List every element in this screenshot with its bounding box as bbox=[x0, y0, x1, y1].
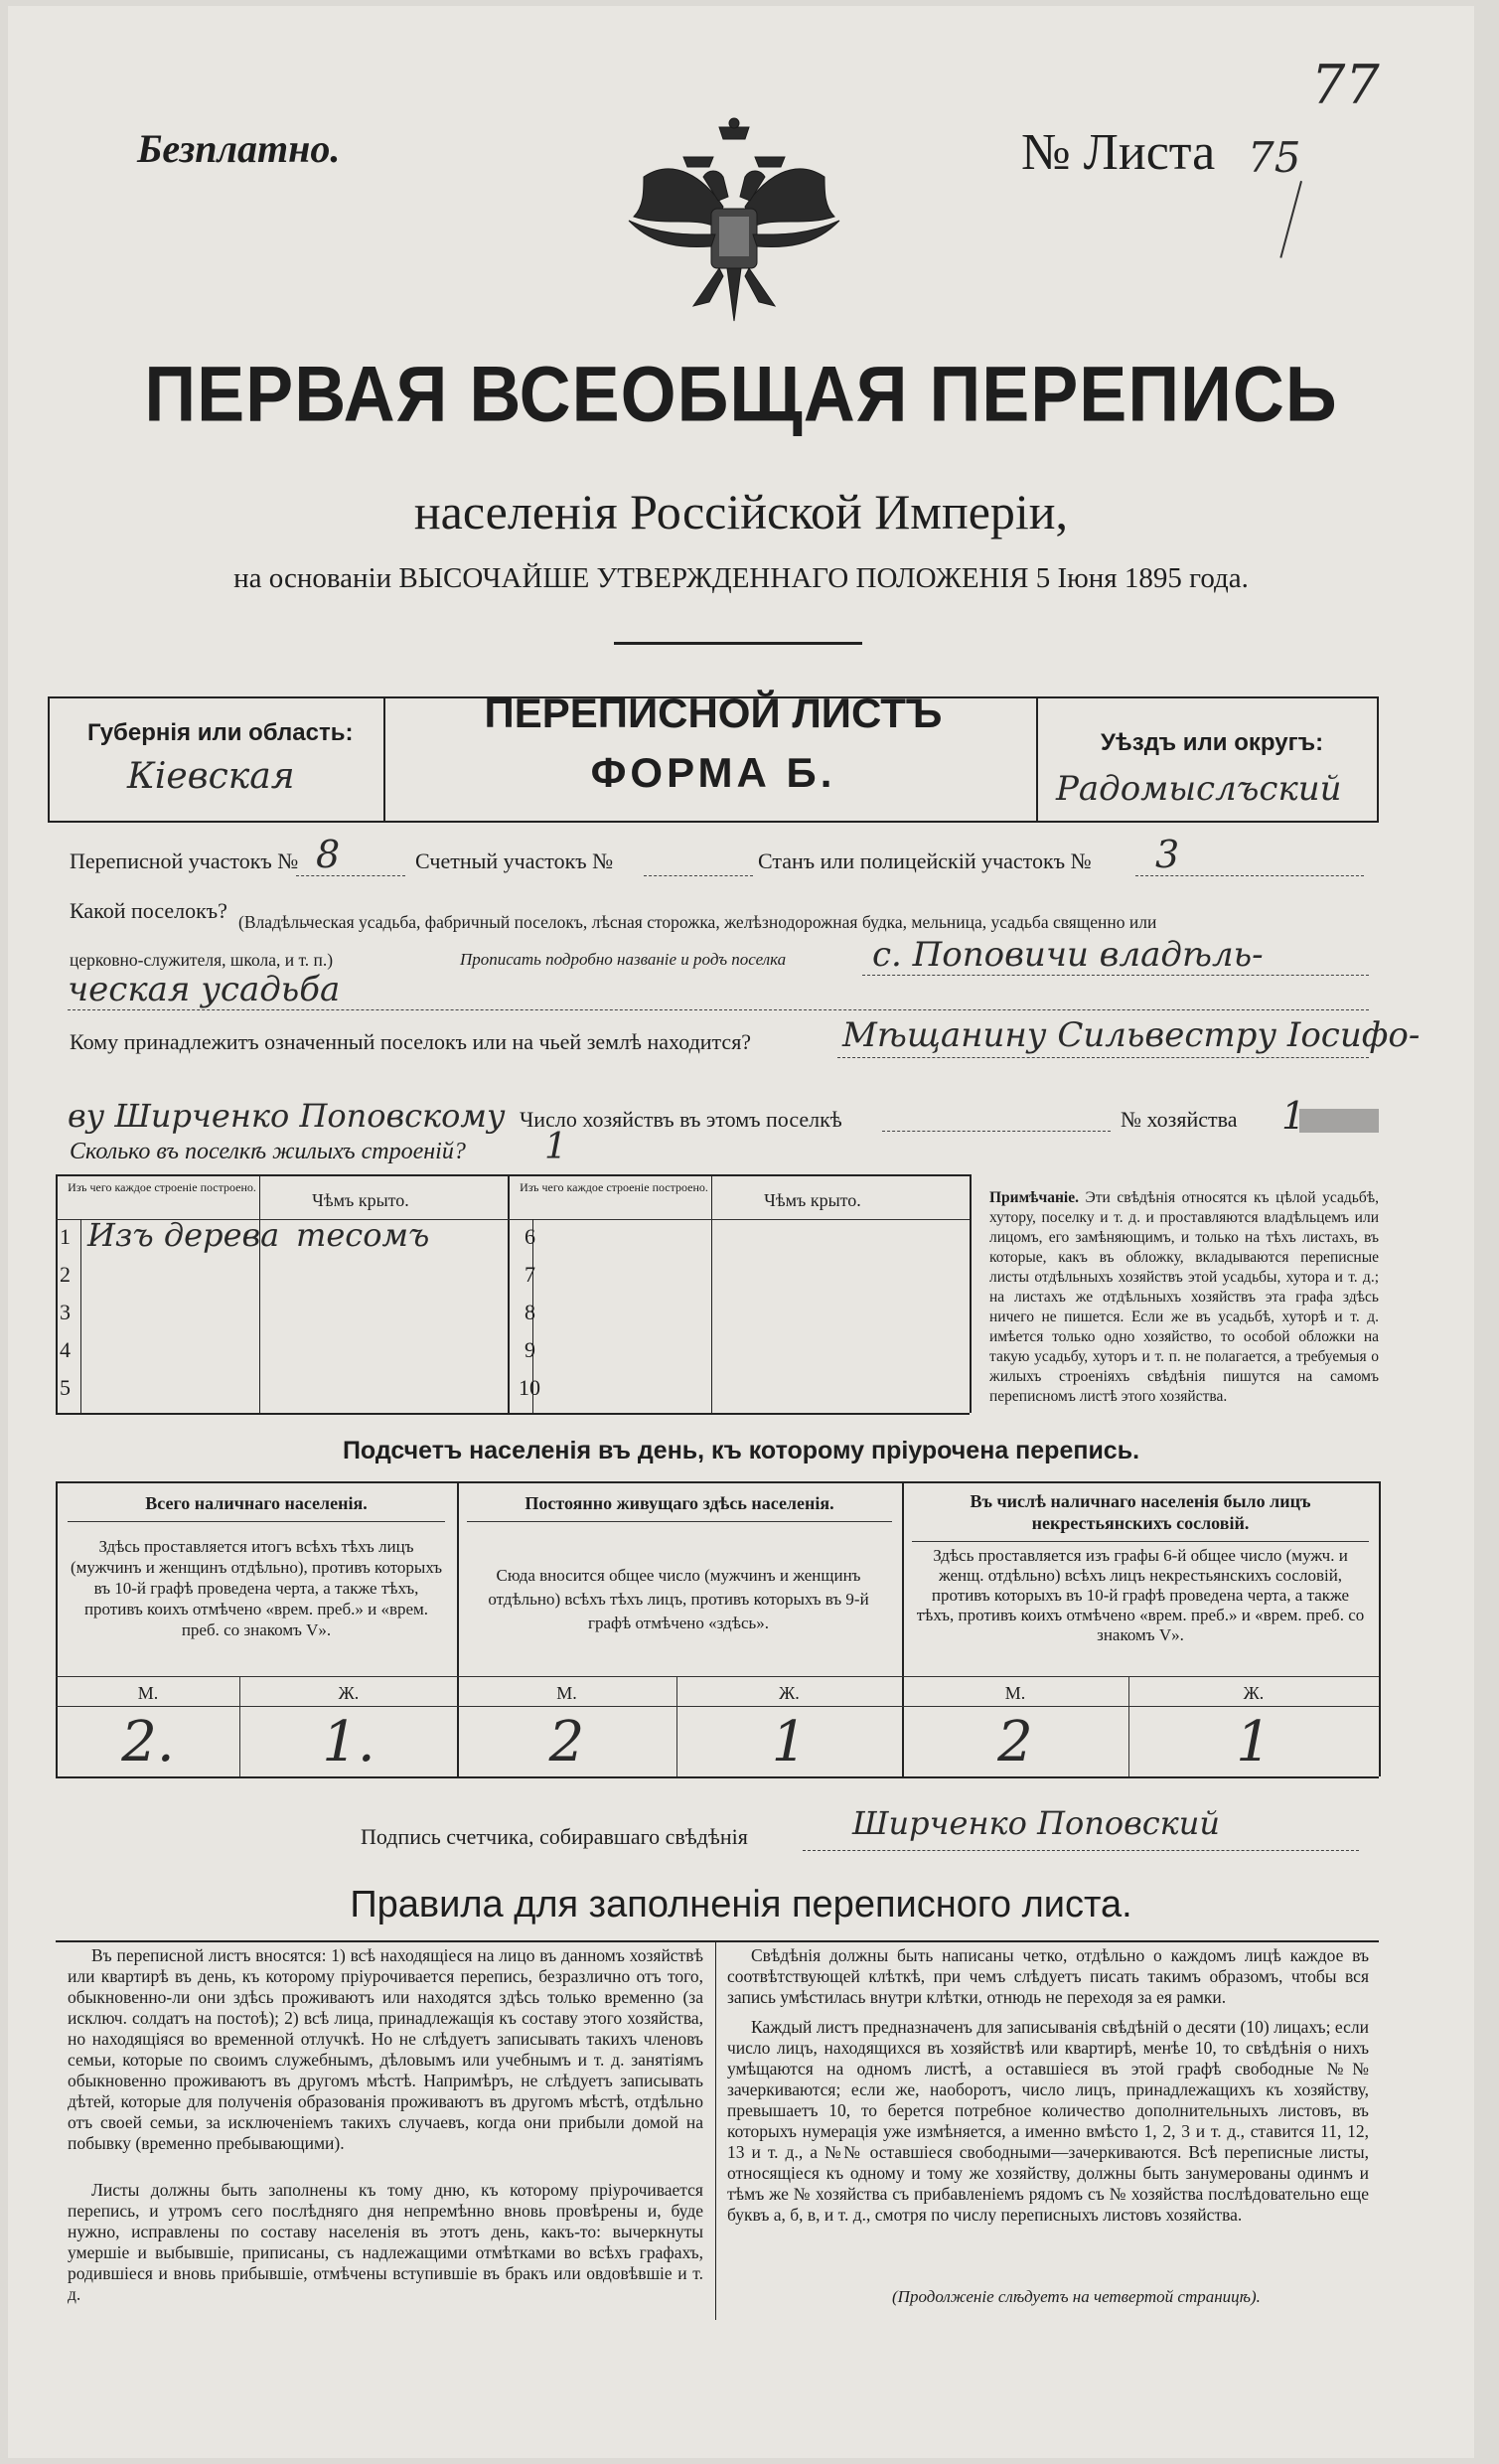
rules-right-p1: Свѣдѣнія должны быть написаны четко, отдѣльно о каждомъ лицѣ каждое въ соотвѣтствующей клѣткѣ, при чемъ слѣдуетъ писать такимъ образомъ, чтобы вся запись умѣстилась внутри клѣтки, отнюдь не переходя за ея рамки. bbox=[727, 1945, 1369, 2007]
population-heading: Подсчетъ населенія въ день, къ которому пріурочена перепись. bbox=[342, 1437, 1140, 1464]
noncrest-m-value[interactable]: 2 bbox=[997, 1710, 1033, 1774]
corner-number: 77 bbox=[1311, 54, 1380, 116]
uezd-value[interactable]: Радомыслъский bbox=[1056, 769, 1342, 809]
col3-text: Здѣсь проставляется изъ графы 6-й общее число (мужч. и женщ. отдѣльно) всѣхъ лицъ некрестьянскихъ сословій, противъ которыхъ въ 10-й графѣ проведена черта, а также тѣхъ, противъ коихъ отмѣчено «врем. преб.» и «врем. преб. со знакомъ V». bbox=[916, 1546, 1365, 1644]
noncrest-f-value[interactable]: 1 bbox=[1236, 1710, 1272, 1774]
f-label: Ж. bbox=[338, 1683, 360, 1703]
gubernia-value[interactable]: Кіевская bbox=[127, 756, 295, 797]
stan-line bbox=[1135, 875, 1364, 876]
basis-line: на основаніи ВЫСОЧАЙШЕ УТВЕРЖДЕННАГО ПОЛОЖЕНІЯ 5 Іюня 1895 года. bbox=[233, 562, 1249, 594]
rules-divider bbox=[56, 1940, 1379, 1942]
rules-left-p1: Въ переписной листъ вносятся: 1) всѣ находящіеся на лицо въ данномъ хозяйствѣ или квартирѣ въ день, къ которому пріурочивается перепись, безразлично отъ того, обыкновенно-ли они здѣсь проживаютъ или находятся здѣсь только временно (за исключ. солдатъ на постоѣ); 2) всѣ лица, принадлежащія къ составу этого хозяйства, но находящіяся во временной отлучкѣ. Но не слѣдуетъ записывать такихъ членовъ семьи, которые по своимъ служебнымъ, дѣловымъ или учебнымъ и т. д. занятіямъ обыкновенно проживаютъ въ другомъ мѣстѣ. Напримѣръ, не слѣдуетъ записывать дѣтей, которые для полученія образованія проживаютъ въ другомъ мѣстѣ, отдѣльно отъ своей семьи, за исключеніемъ такихъ случаевъ, когда они прибыли домой на побывку (временно пребывающими). bbox=[68, 1945, 703, 2153]
row-number: 8 bbox=[525, 1300, 535, 1324]
m-label: М. bbox=[1004, 1683, 1026, 1703]
form-title: ПЕРЕПИСНОЙ ЛИСТЪ bbox=[484, 690, 943, 736]
signature-line bbox=[803, 1850, 1359, 1851]
resident-m-value[interactable]: 2 bbox=[548, 1710, 585, 1774]
households-line bbox=[882, 1131, 1111, 1132]
sheet-no-label: № Листа bbox=[1021, 124, 1216, 181]
uezd-label: Уѣздъ или округъ: bbox=[1101, 729, 1324, 756]
subtitle: населенія Россійской Имперіи, bbox=[413, 484, 1069, 539]
household-no-value[interactable]: 1 bbox=[1281, 1094, 1306, 1138]
households-label: Число хозяйствъ въ этомъ поселкѣ bbox=[520, 1107, 842, 1132]
count-district-label: Счетный участокъ № bbox=[415, 848, 614, 873]
count-district-line bbox=[644, 875, 753, 876]
row-number: 3 bbox=[60, 1300, 71, 1324]
col1-text: Здѣсь проставляется итогъ всѣхъ тѣхъ лицъ (мужчинъ и женщинъ отдѣльно), противъ которыхъ въ 10-й графѣ проведена черта, а также тѣхъ, противъ коихъ отмѣчено «врем. преб.» и «врем. преб. со знакомъ V». bbox=[71, 1537, 442, 1639]
row-number: 6 bbox=[525, 1224, 535, 1249]
building-1-material[interactable]: Изъ дерева bbox=[87, 1216, 280, 1254]
row-number: 1 bbox=[60, 1224, 71, 1249]
household-no-stamp bbox=[1299, 1109, 1379, 1133]
owner-question: Кому принадлежитъ означенный поселокъ или на чьей землѣ находится? bbox=[70, 1029, 752, 1054]
row-number: 9 bbox=[525, 1337, 535, 1362]
stan-label: Станъ или полицейскій участокъ № bbox=[758, 848, 1092, 873]
rules-left-p2: Листы должны быть заполнены къ тому дню, къ которому пріурочивается перепись, и утромъ сего послѣдняго дня непремѣнно вновь провѣрены и, буде нужно, исправлены по составу населенія въ этотъ день, какъ-то: вычеркнуты умершіе и выбывшіе, приписаны, съ надлежащими отмѣтками во всѣхъ графахъ, родившіеся и вновь прибывшіе, отмѣчены вступившіе въ бракъ или овдовѣвшіе и т. д. bbox=[68, 2180, 703, 2304]
col3-divider bbox=[912, 1541, 1369, 1542]
settlement-value-1[interactable]: с. Поповичи владѣль- bbox=[872, 935, 1264, 975]
buildings-value[interactable]: 1 bbox=[544, 1127, 567, 1167]
row-number: 4 bbox=[60, 1337, 71, 1362]
census-district-value[interactable]: 8 bbox=[316, 833, 341, 876]
buildings-note bbox=[989, 1188, 1379, 1407]
rules-column-divider bbox=[715, 1940, 716, 2320]
pen-stroke bbox=[1279, 181, 1340, 268]
note-title: Примѣчаніе. bbox=[989, 1189, 1079, 1206]
m-label: М. bbox=[137, 1683, 159, 1703]
row-number: 5 bbox=[60, 1375, 71, 1400]
total-f-value[interactable]: 1. bbox=[322, 1710, 375, 1774]
col-roof-right: Чѣмъ крыто. bbox=[764, 1190, 861, 1210]
stan-value[interactable]: 3 bbox=[1155, 833, 1180, 876]
col-roof-left: Чѣмъ крыто. bbox=[312, 1190, 409, 1210]
signature-label: Подпись счетчика, собиравшаго свѣдѣнія bbox=[361, 1824, 748, 1849]
settlement-value-2[interactable]: ческая усадьба bbox=[68, 970, 341, 1009]
col-material-right: Изъ чего каждое строеніе построено. bbox=[520, 1180, 708, 1194]
owner-line-1 bbox=[837, 1057, 1369, 1058]
gubernia-label: Губернія или область: bbox=[87, 719, 354, 746]
census-district-line bbox=[296, 875, 405, 876]
resident-f-value[interactable]: 1 bbox=[771, 1710, 808, 1774]
row-number: 7 bbox=[525, 1262, 535, 1287]
buildings-label: Сколько въ поселкѣ жилыхъ строеній? bbox=[70, 1139, 466, 1164]
m-label: М. bbox=[556, 1683, 577, 1703]
form-subtitle: ФОРМА Б. bbox=[590, 749, 836, 796]
rules-continuation: (Продолженіе слѣдуетъ на четвертой страницѣ). bbox=[892, 2287, 1261, 2306]
building-1-roof[interactable]: тесомъ bbox=[296, 1216, 430, 1254]
f-label: Ж. bbox=[1243, 1683, 1265, 1703]
settlement-line-2 bbox=[68, 1009, 1369, 1010]
col1-divider bbox=[68, 1521, 445, 1522]
imperial-eagle-emblem bbox=[624, 117, 844, 326]
census-district-label: Переписной участокъ № bbox=[70, 848, 299, 873]
rules-title: Правила для заполненія переписного листа. bbox=[350, 1884, 1132, 1925]
main-title: ПЕРВАЯ ВСЕОБЩАЯ ПЕРЕПИСЬ bbox=[144, 351, 1338, 438]
row-number: 2 bbox=[60, 1262, 71, 1287]
owner-value-2[interactable]: ву Ширченко Поповскому bbox=[68, 1097, 506, 1135]
settlement-question: Какой поселокъ? bbox=[70, 898, 227, 923]
col3-title: Въ числѣ наличнаго населенія было лицъ некрестьянскихъ сословій. bbox=[970, 1491, 1311, 1533]
col1-title: Всего наличнаго населенія. bbox=[145, 1493, 368, 1513]
row-number: 10 bbox=[519, 1375, 540, 1400]
settlement-line-1 bbox=[862, 975, 1369, 976]
household-no-label: № хозяйства bbox=[1121, 1107, 1238, 1132]
settlement-hint: (Владѣльческая усадьба, фабричный поселокъ, лѣсная сторожка, желѣзнодорожная будка, мельница, усадьба священно или bbox=[238, 912, 1157, 932]
f-label: Ж. bbox=[779, 1683, 800, 1703]
settlement-instruction: Прописать подробно названіе и родъ поселка bbox=[460, 950, 787, 969]
note-text: Эти свѣдѣнія относятся къ цѣлой усадьбѣ, хутору, поселку и т. д. и проставляются владѣльцемъ или лицомъ, его замѣняющимъ, и только на тѣхъ листахъ, въ которые, какъ въ обложку, вкладываются переписные листы отдѣльныхъ хозяйствъ этой усадьбы, хутора и т. д.; на листахъ же отдѣльныхъ хозяйствъ эта графа здѣсь ничего не пишется. Если же въ усадьбѣ, хуторѣ и т. д. имѣется только одно хозяйство, то особой обложки на такую усадьбу, хуторъ и т. п. не полагается, а требуемыя о жилыхъ строеніяхъ свѣдѣнія пишутся на самомъ переписномъ листѣ этого хозяйства. bbox=[989, 1189, 1380, 1405]
settlement-hint-2: церковно-служителя, школа, и т. п.) bbox=[70, 950, 334, 970]
col2-title: Постоянно живущаго здѣсь населенія. bbox=[525, 1493, 834, 1513]
census-form-page bbox=[8, 6, 1474, 2458]
rules-right-p2: Каждый листъ предназначенъ для записыванія свѣдѣній о десяти (10) лицахъ; если число лицъ, находящихся въ хозяйствѣ или квартирѣ, менѣе 10, то свѣдѣнія о нихъ умѣщаются на одномъ листѣ, а оставшіеся въ этой графѣ свободные №№ зачеркиваются; если же, наоборотъ, число лицъ, принадлежащихъ къ хозяйству, превышаетъ 10, то берется потребное количество дополнительныхъ листовъ, въ которыхъ нумерація уже измѣняется, а именно вмѣсто 1, 2, 3 и т. д., ставится 11, 12, 13 и т. д., а №№ оставшіеся свободными—зачеркиваются. Всѣ переписные листы, относящіеся къ одному и тому же хозяйству, должны быть занумерованы одинмъ и тѣмъ же № хозяйства съ прибавленіемъ рядомъ съ № хозяйства послѣдовательно еще буквъ а, б, в, и т. д., смотря по числу переписныхъ листовъ хозяйства. bbox=[727, 2017, 1369, 2225]
free-label: Безплатно. bbox=[137, 126, 341, 171]
signature-value[interactable]: Ширченко Поповский bbox=[852, 1804, 1220, 1842]
owner-value-1[interactable]: Мѣщанину Сильвестру Іосифо- bbox=[842, 1015, 1421, 1055]
total-m-value[interactable]: 2. bbox=[121, 1710, 175, 1774]
col2-divider bbox=[467, 1521, 892, 1522]
col2-text: Сюда вносится общее число (мужчинъ и женщинъ отдѣльно) всѣхъ тѣхъ лицъ, противъ которыхъ въ 9-й графѣ отмѣчено «здѣсь». bbox=[488, 1566, 869, 1632]
sheet-no-value: 75 bbox=[1248, 133, 1301, 182]
title-divider bbox=[614, 642, 862, 645]
col-material-left: Изъ чего каждое строеніе построено. bbox=[68, 1180, 256, 1194]
bleed-through-left bbox=[68, 155, 326, 374]
